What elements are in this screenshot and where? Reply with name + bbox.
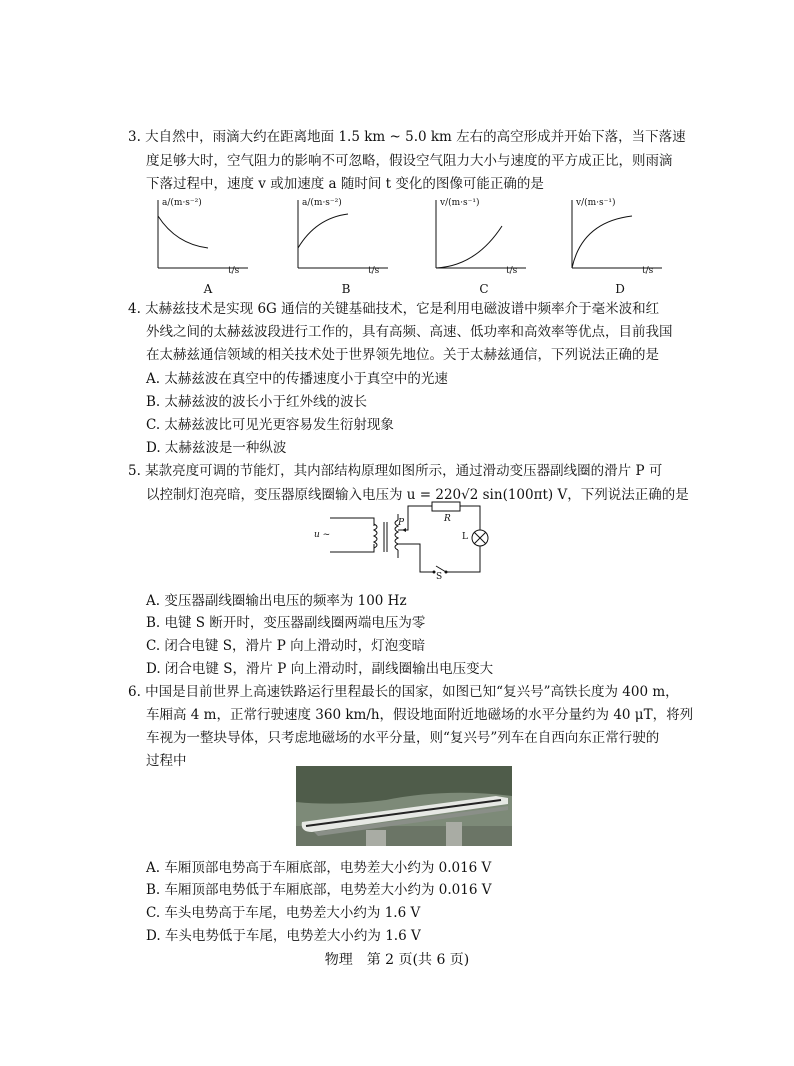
q6-line-3: 车视为一整块导体，只考虑地磁场的水平分量，则“复兴号”列车在自西向东正常行驶的: [146, 730, 660, 746]
q6-line-4: 过程中: [146, 753, 187, 769]
graph-d-ylabel: v/(m·s⁻¹): [576, 198, 616, 208]
graph-d-plot: [562, 196, 672, 276]
graph-c-ylabel: v/(m·s⁻¹): [440, 198, 480, 208]
q5-line-1: 5. 某款亮度可调的节能灯，其内部结构原理如图所示，通过滑动变压器副线圈的滑片 P 可: [128, 463, 663, 479]
q5-option-c: C. 闭合电键 S，滑片 P 向上滑动时，灯泡变暗: [146, 638, 426, 654]
graph-c: [426, 196, 536, 292]
circuit-s-label: S: [436, 572, 443, 582]
graph-b-plot: [288, 196, 398, 276]
page-footer: 物理 第 2 页(共 6 页): [324, 952, 470, 968]
graph-d-letter: D: [615, 282, 625, 296]
q4-option-c: C. 太赫兹波比可见光更容易发生衍射现象: [146, 417, 394, 433]
q5-option-a: A. 变压器副线圈输出电压的频率为 100 Hz: [146, 593, 407, 609]
q4-option-b: B. 太赫兹波的波长小于红外线的波长: [146, 394, 368, 410]
graph-b-tlabel: t/s: [368, 266, 380, 276]
circuit-p-label: P: [398, 518, 405, 528]
graph-b-ylabel: a/(m·s⁻²): [302, 198, 342, 208]
q6-option-c: C. 车头电势高于车尾，电势差大小约为 1.6 V: [146, 905, 421, 921]
q6-option-b: B. 车厢顶部电势低于车厢底部，电势差大小约为 0.016 V: [146, 882, 492, 898]
q4-line-3: 在太赫兹通信领域的相关技术处于世界领先地位。关于太赫兹通信，下列说法正确的是: [146, 347, 659, 363]
q6-option-d: D. 车头电势低于车尾，电势差大小约为 1.6 V: [146, 928, 421, 944]
graph-b: [288, 196, 398, 292]
q4-option-a: A. 太赫兹波在真空中的传播速度小于真空中的光速: [146, 371, 448, 387]
graph-a-ylabel: a/(m·s⁻²): [162, 198, 202, 208]
graph-a-plot: [148, 196, 258, 276]
graph-c-letter: C: [479, 282, 489, 296]
graph-d-tlabel: t/s: [642, 266, 654, 276]
q6-line-1: 6. 中国是目前世界上高速铁路运行里程最长的国家，如图已知“复兴号”高铁长度为 400 m，: [128, 684, 679, 700]
q4-line-2: 外线之间的太赫兹波段进行工作的，具有高频、高速、低功率和高效率等优点，目前我国: [146, 324, 673, 340]
q3-line-3: 下落过程中，速度 v 或加速度 a 随时间 t 变化的图像可能正确的是: [146, 176, 544, 192]
graph-d: [562, 196, 672, 292]
q5-option-d: D. 闭合电键 S，滑片 P 向上滑动时，副线圈输出电压变大: [146, 661, 494, 677]
graph-a-tlabel: t/s: [228, 266, 240, 276]
q3-line-1: 3. 大自然中，雨滴大约在距离地面 1.5 km ~ 5.0 km 左右的高空形成并开始下落，当下落速: [128, 129, 686, 145]
train-photo: [296, 766, 512, 846]
train-illustration: [296, 766, 512, 846]
q6-option-a: A. 车厢顶部电势高于车厢底部，电势差大小约为 0.016 V: [146, 860, 492, 876]
q4-line-1: 4. 太赫兹技术是实现 6G 通信的关键基础技术，它是利用电磁波谱中频率介于毫米波和红: [128, 301, 660, 317]
circuit-l-label: L: [462, 532, 468, 542]
q5-line-2: 以控制灯泡亮暗，变压器原线圈输入电压为 u = 220√2 sin(100πt) V，下列说法正确的是: [146, 487, 689, 503]
graph-b-letter: B: [341, 282, 351, 296]
circuit-u-label: u ~: [314, 530, 331, 540]
q6-line-2: 车厢高 4 m，正常行驶速度 360 km/h，假设地面附近地磁场的水平分量约为 40 μT，将列: [146, 707, 694, 723]
graph-c-tlabel: t/s: [506, 266, 518, 276]
q5-option-b: B. 电键 S 断开时，变压器副线圈两端电压为零: [146, 615, 426, 631]
q4-option-d: D. 太赫兹波是一种纵波: [146, 440, 287, 456]
graph-c-plot: [426, 196, 536, 276]
graph-a: [148, 196, 258, 292]
graph-a-letter: A: [203, 282, 213, 296]
q3-line-2: 度足够大时，空气阻力的影响不可忽略，假设空气阻力大小与速度的平方成正比，则雨滴: [146, 153, 673, 169]
circuit-r-label: R: [444, 514, 451, 524]
q5-circuit-diagram: [312, 496, 494, 582]
